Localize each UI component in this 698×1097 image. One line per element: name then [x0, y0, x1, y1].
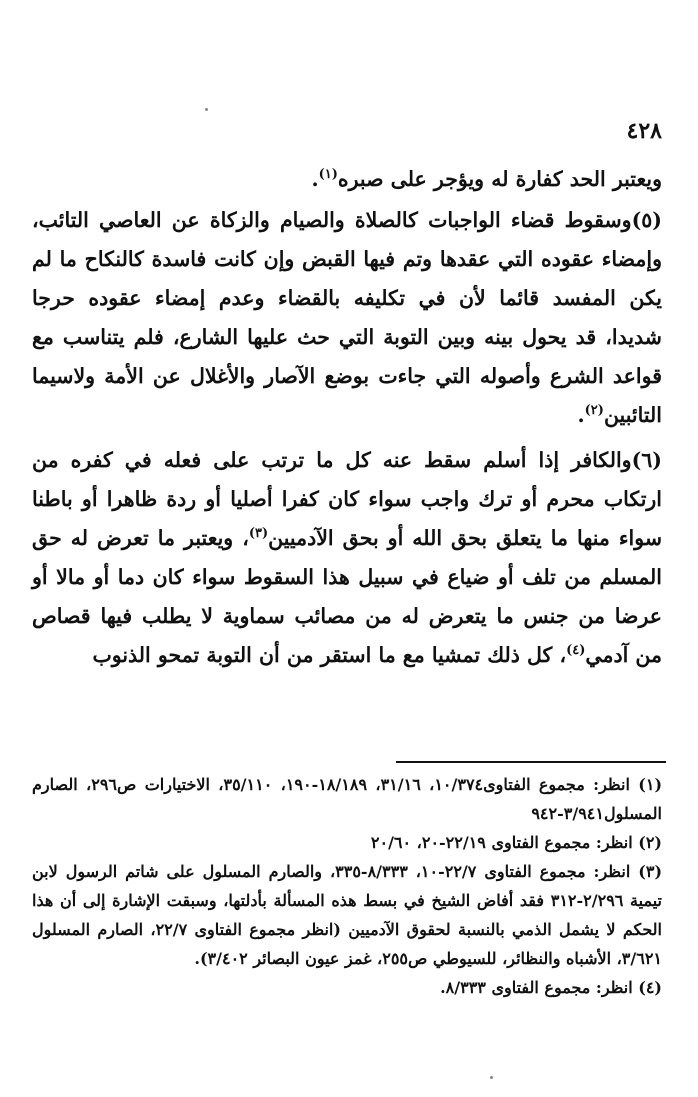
paragraph-text: (٥)وسقوط قضاء الواجبات كالصلاة والصيام والزكاة عن العاصي التائب، وإمضاء عقوده التي عقدها وتم فيها القبض وإن كانت فاسدة كالنكاح ما لم يكن المفسد قائما لأن في تكليفه بالقضاء وعدم إمضاء عقوده حرجا شديدا، قد يحول بينه وبين التوبة التي حث عليها الشارع، فلم يتناسب مع قواعد الشرع وأصوله التي جاءت بوضع الآصار والأغلال عن الأمة ولاسيما التائبين [32, 208, 662, 427]
footnote-separator [396, 761, 666, 763]
footnote-ref: (٣) [248, 526, 269, 542]
footnote: (٤) انظر: مجموع الفتاوى ٨/٣٣٣. [440, 978, 662, 997]
footnote-ref: (١) [318, 167, 338, 183]
paragraph-tail: ، ويعتبر ما تعرض له حق المسلم من تلف أو ضياع في سبيل هذا السقوط سواء كان دما أو مالا أو عرضا من جنس ما يتعرض له من مصائب سماوية لا يطلب فيها قصاص من آدمي [32, 526, 662, 667]
paragraph [32, 160, 662, 199]
footnote-ref: (٤) [566, 643, 586, 659]
scan-speck [205, 108, 208, 111]
footnote: (٢) انظر: مجموع الفتاوى ٢٢/١٩-٢٠، ٢٠/٦٠ [370, 833, 662, 852]
scan-speck [490, 1076, 493, 1079]
footnote: (١) انظر: مجموع الفتاوى١٠/٣٧٤، ٣١/١٦، ١٨/١٨٩-١٩٠، ٣٥/١١٠، الاختيارات ص٢٩٦، الصارم المسلول٣/٩٤١-٩٤٢ [32, 775, 663, 823]
main-text [32, 160, 662, 681]
footnote: (٣) انظر: مجموع الفتاوى ٢٢/٧-١٠، ٨/٣٣٣-٣٣٥، والصارم المسلول على شاتم الرسول لابن تيمية ٢/٢٩٦-٣١٢ فقد أفاض الشيخ في بسط هذه المسألة بأدلتها، وسبقت الإشارة إلى أن هذا الحكم لا يشمل الذمي بالنسبة لحقوق الآدميين (انظر مجموع الفتاوى ٢٢/٧، الصارم المسلول ٣/٦٢١، الأشباه والنظائر، للسيوطي ص٢٥٥، غمز عيون البصائر ٣/٤٠٢). [32, 862, 663, 968]
paragraph-text: (٦)والكافر إذا أسلم سقط عنه كل ما ترتب على فعله في كفره من ارتكاب محرم أو ترك واجب سواء كان كفرا أصليا أو ردة ظاهرا أو باطنا سواء منها ما يتعلق بحق الله أو بحق الآدميين [32, 448, 663, 550]
footnotes [32, 770, 662, 1002]
paragraph-tail: . [577, 403, 585, 427]
paragraph-text: ويعتبر الحد كفارة له ويؤجر على صبره [337, 167, 662, 191]
footnote-ref: (٢) [584, 403, 604, 419]
paragraph [32, 441, 662, 675]
paragraph [32, 201, 662, 435]
page-number: ٤٢٨ [626, 118, 662, 144]
paragraph-tail: ، كل ذلك تمشيا مع ما استقر من أن التوبة تمحو الذنوب [92, 643, 567, 667]
paragraph-tail: . [311, 167, 319, 191]
